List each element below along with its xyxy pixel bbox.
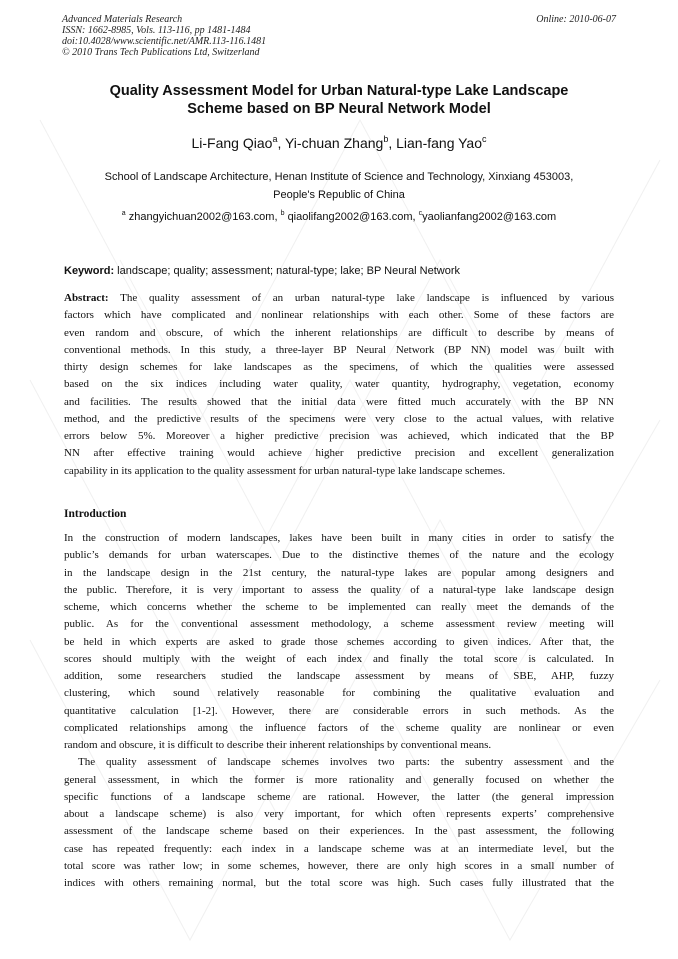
keyword-text: landscape; quality; assessment; natural-type; lake; BP Neural Network bbox=[114, 265, 460, 277]
email-superscript: c bbox=[418, 210, 423, 217]
journal-metadata bbox=[62, 14, 266, 58]
email-superscript: a bbox=[121, 210, 126, 217]
intro-line: public’s demands for urban waterscapes. Due to the distinctive themes of the nature and the ecology bbox=[64, 549, 614, 562]
email-address[interactable]: qiaolifang2002@163.com bbox=[287, 211, 413, 223]
abstract-line: method, and the predictive results of the specimens were very close to the actual values, with relative bbox=[64, 412, 614, 425]
affiliation-line: School of Landscape Architecture, Henan Institute of Science and Technology, Xinxiang 453003, bbox=[104, 171, 574, 183]
author-superscript: b bbox=[383, 134, 389, 144]
abstract-label: Abstract: bbox=[64, 292, 109, 304]
author-name: Li-Fang Qiao bbox=[191, 135, 273, 151]
section-heading-introduction: Introduction bbox=[64, 508, 127, 520]
intro-line: scores should multiply with the weight of each index and finally the total score is calculated. In bbox=[64, 652, 614, 665]
intro-line: clustering, which sound relatively reasonable for combining the qualitative evaluation and bbox=[64, 687, 614, 700]
abstract-line bbox=[64, 290, 614, 307]
introduction-body bbox=[64, 530, 614, 892]
abstract-line: thirty design schemes for lake landscapes as the specimens, of which the qualities were assessed bbox=[64, 361, 614, 373]
intro-line: in the landscape design in the 21st century, the natural-type lakes are popular among designers and bbox=[64, 566, 614, 579]
intro-line: case has repeated frequently: each index in a landscape scheme was at an intermediate level, but the bbox=[64, 842, 614, 855]
author-separator: , bbox=[388, 135, 397, 151]
abstract-line: NN after effective training would achieve higher predictive precision and excellent generalization bbox=[64, 447, 614, 460]
intro-line: about a landscape scheme) is also very important, for which often represents experts’ comprehensive bbox=[64, 808, 614, 820]
online-date: Online: 2010-06-07 bbox=[536, 14, 616, 25]
email-address[interactable]: zhangyichuan2002@163.com bbox=[128, 211, 275, 223]
author-name: Lian-fang Yao bbox=[396, 135, 482, 151]
intro-line: public. As for the conventional assessment methodology, a scheme assessment review meeting will bbox=[64, 618, 614, 631]
doi-line: doi:10.4028/www.scientific.net/AMR.113-116.1481 bbox=[62, 36, 267, 47]
author-superscript: a bbox=[272, 134, 278, 144]
abstract-line: factors which have complicated and nonlinear relationships with each other. Some of these factors are bbox=[64, 309, 614, 322]
intro-line: complicated relationships among the influence factors of the scheme quality are nonlinear or even bbox=[64, 721, 614, 734]
abstract-line: based on the six indices including water quality, water quantity, hydrography, vegetation, economy bbox=[64, 378, 614, 391]
intro-line: specific functions of a landscape scheme are rational. However, the latter (the general impression bbox=[64, 790, 614, 803]
email-separator: , bbox=[274, 211, 281, 223]
abstract-line: errors below 5%. Moreover a higher predictive precision was achieved, which indicated that the BP bbox=[64, 430, 614, 442]
intro-line: assessment of the landscape scheme based on their experiences. In the past assessment, the following bbox=[64, 825, 614, 838]
abstract-line: conventional methods. In this study, a three-layer BP Neural Network (BP NN) model was built with bbox=[64, 343, 614, 356]
author-separator: , bbox=[277, 135, 285, 151]
abstract-first-text: The quality assessment of an urban natural-type lake landscape is influenced by various bbox=[108, 292, 614, 304]
journal-name: Advanced Materials Research bbox=[62, 14, 183, 25]
intro-line: scheme, which concerns whether the scheme to be implemented can really meet the demands of the bbox=[64, 601, 614, 613]
copyright-line: © 2010 Trans Tech Publications Ltd, Switzerland bbox=[62, 47, 260, 58]
email-address[interactable]: yaolianfang2002@163.com bbox=[422, 211, 557, 223]
abstract bbox=[64, 290, 614, 480]
email-superscript: b bbox=[280, 210, 285, 217]
title-line: Scheme based on BP Neural Network Model bbox=[187, 101, 491, 117]
affiliation bbox=[40, 168, 638, 204]
author-name: Yi-chuan Zhang bbox=[284, 135, 384, 151]
intro-line: the public. Therefore, it is very important to assess the quality of a natural-type lake landscape design bbox=[64, 583, 614, 596]
abstract-line: capability in its application to the quality assessment for urban natural-type lake landscape schemes. bbox=[64, 464, 506, 477]
intro-line: In the construction of modern landscapes, lakes have been built in many cities in order to satisfy the bbox=[64, 532, 614, 544]
intro-line: be held in which experts are asked to grade those schemes according to given indices. After that, the bbox=[64, 635, 614, 648]
intro-line: random and obscure, it is difficult to describe their inherent relationships by conventional means. bbox=[64, 739, 492, 751]
intro-line: The quality assessment of landscape schemes involves two parts: the subentry assessment and the bbox=[78, 756, 614, 769]
affiliation-line: People's Republic of China bbox=[273, 189, 405, 201]
title-line: Quality Assessment Model for Urban Natural-type Lake Landscape bbox=[109, 83, 569, 99]
intro-line: addition, some researchers studied the landscape assessment by means of SBE, AHP, fuzzy bbox=[64, 670, 614, 682]
intro-line: total score was rather low; in some schemes, however, there are only high scores in a small number of bbox=[64, 859, 614, 872]
email-separator: , bbox=[412, 211, 419, 223]
intro-line: quantitative calculation [1-2]. However, there are considerable errors in such methods. As the bbox=[64, 704, 614, 717]
intro-line: general assessment, in which the former is more rationality and generally focused on whether the bbox=[64, 773, 614, 786]
author-superscript: c bbox=[482, 134, 487, 144]
keyword-line bbox=[64, 264, 460, 278]
abstract-line: and facilities. The results showed that the initial data were fitted much accurately with the BP NN bbox=[64, 395, 614, 408]
issn-line: ISSN: 1662-8985, Vols. 113-116, pp 1481-1484 bbox=[62, 25, 251, 36]
abstract-line: even random and obscure, of which the inherent relationships are difficult to describe by means of bbox=[64, 326, 614, 339]
email-list bbox=[40, 209, 638, 225]
keyword-label: Keyword: bbox=[64, 265, 115, 277]
intro-line: indices with others remaining normal, but the total score was high. Such cases fully illustrated that the bbox=[64, 877, 614, 889]
paper-title bbox=[40, 82, 638, 118]
author-list bbox=[40, 134, 638, 152]
